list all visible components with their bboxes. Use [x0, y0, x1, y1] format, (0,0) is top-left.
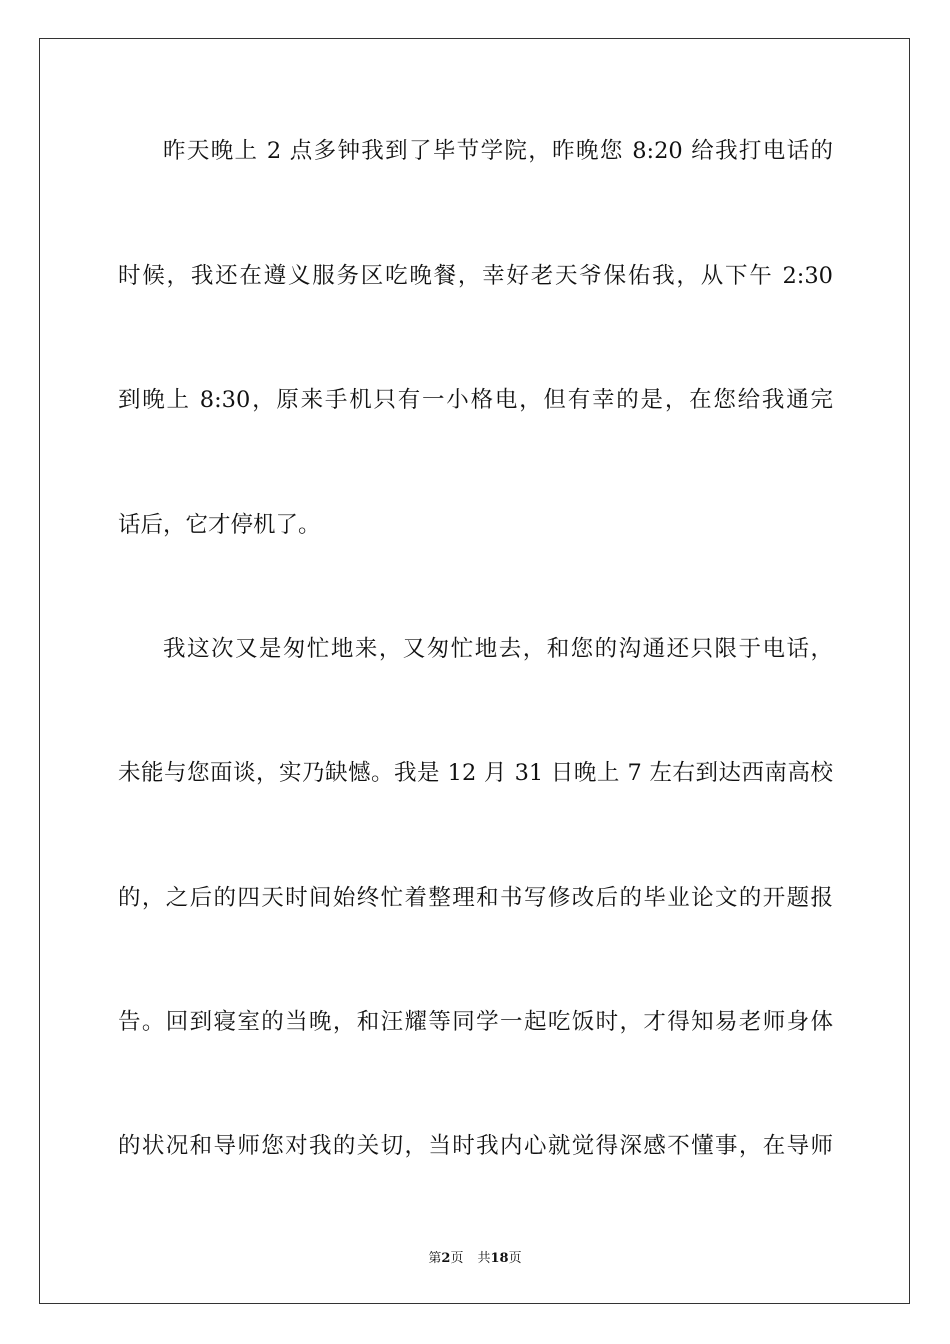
page-border	[39, 38, 910, 1304]
paragraph-2-line-3: 的，之后的四天时间始终忙着整理和书写修改后的毕业论文的开题报	[118, 885, 833, 911]
total-suffix: 页	[508, 1251, 522, 1266]
total-prefix: 共	[477, 1251, 491, 1266]
paragraph-2-line-1: 我这次又是匆忙地来，又匆忙地去，和您的沟通还只限于电话，	[163, 636, 833, 662]
paragraph-2-line-5: 的状况和导师您对我的关切，当时我内心就觉得深感不懂事，在导师	[118, 1133, 833, 1159]
page-footer	[0, 1247, 950, 1266]
paragraph-1-line-3: 到晚上 8:30，原来手机只有一小格电，但有幸的是，在您给我通完	[118, 387, 833, 413]
page-prefix: 第	[428, 1251, 442, 1266]
total-pages: 18	[490, 1251, 509, 1266]
paragraph-1-line-1: 昨天晚上 2 点多钟我到了毕节学院，昨晚您 8:20 给我打电话的	[163, 138, 833, 164]
paragraph-1-line-4: 话后，它才停机了。	[118, 512, 321, 538]
paragraph-1-line-2: 时候，我还在遵义服务区吃晚餐，幸好老天爷保佑我，从下午 2:30	[118, 263, 833, 289]
page-number: 2	[441, 1251, 451, 1266]
paragraph-2-line-2: 未能与您面谈，实乃缺憾。我是 12 月 31 日晚上 7 左右到达西南高校	[118, 760, 833, 786]
paragraph-2-line-4: 告。回到寝室的当晚，和汪耀等同学一起吃饭时，才得知易老师身体	[118, 1009, 833, 1035]
page-suffix: 页	[450, 1251, 464, 1266]
